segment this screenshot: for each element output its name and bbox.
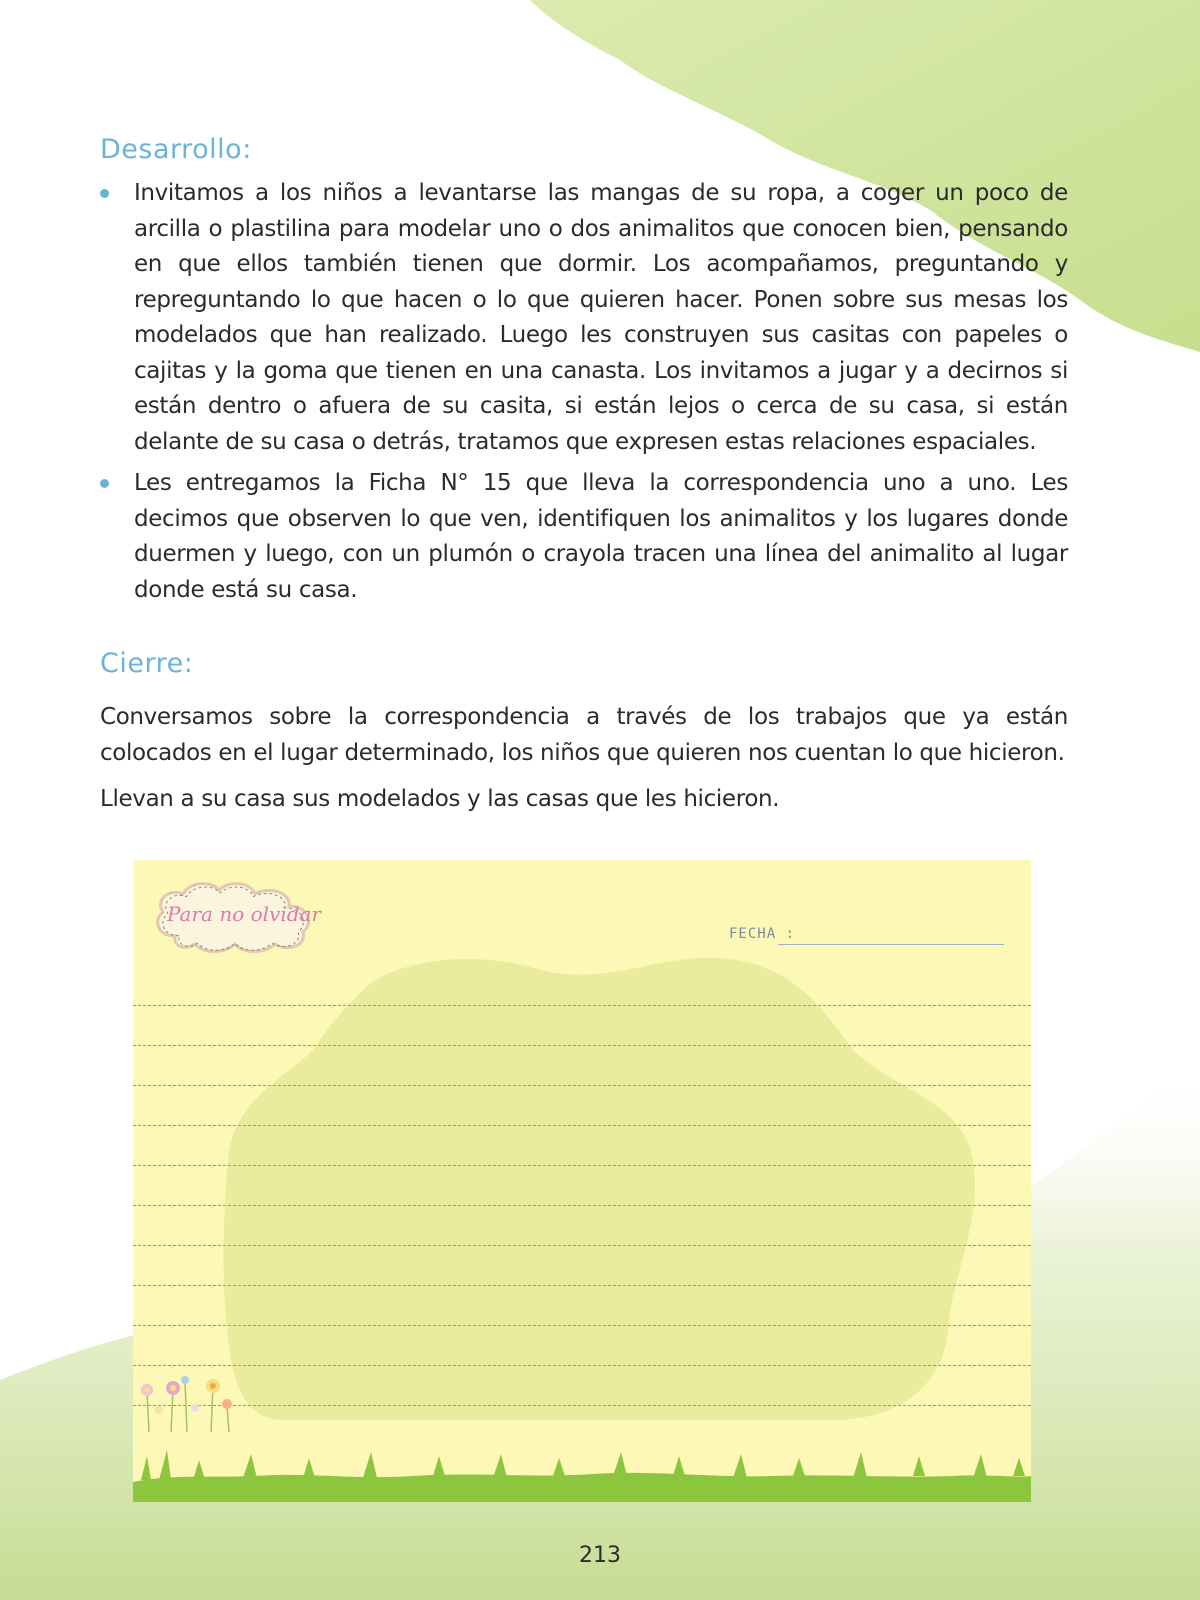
badge-label: Para no olvidar bbox=[167, 902, 322, 926]
bullet-dot-icon bbox=[100, 479, 109, 488]
note-card bbox=[133, 860, 1031, 1502]
flowers-icon bbox=[135, 1376, 245, 1436]
writing-line bbox=[133, 1165, 1031, 1166]
writing-line bbox=[133, 1045, 1031, 1046]
writing-line bbox=[133, 1085, 1031, 1086]
writing-line bbox=[133, 1205, 1031, 1206]
writing-line bbox=[133, 1005, 1031, 1006]
section-title-cierre: Cierre: bbox=[100, 648, 194, 679]
writing-line bbox=[133, 1125, 1031, 1126]
grass-icon bbox=[133, 1426, 1031, 1502]
bullet-dot-icon bbox=[100, 189, 109, 198]
date-field-line bbox=[778, 944, 1004, 945]
list-item-text: Les entregamos la Ficha N° 15 que lleva la correspondencia uno a uno. Les decimos que observen lo que ven, identifiquen los animalitos y los lugares donde duermen y luego, con un plumón o crayola tracen una línea del animalito al lugar donde está su casa. bbox=[134, 470, 1068, 603]
writing-line bbox=[133, 1405, 1031, 1406]
writing-line bbox=[133, 1285, 1031, 1286]
list-item-text: Invitamos a los niños a levantarse las mangas de su ropa, a coger un poco de arcilla o plastilina para modelar uno o dos animalitos que conocen bien, pensando en que ellos también tienen que dormir. Los acompañamos, preguntando y repreguntando lo que hacen o lo que quieren hacer. Ponen sobre sus mesas los modelados que han realizado. Luego les construyen sus casitas con papeles o cajitas y la goma que tienen en una canasta. Los invitamos a jugar y a decirnos si están dentro o afuera de su casita, si están lejos o cerca de su casa, si están delante de su casa o detrás, tratamos que expresen estas relaciones espaciales. bbox=[134, 180, 1068, 455]
list-item bbox=[100, 466, 1068, 608]
page-number: 213 bbox=[579, 1543, 621, 1568]
date-label: FECHA : bbox=[729, 926, 796, 942]
list-item bbox=[100, 176, 1068, 460]
cierre-paragraph: Conversamos sobre la correspondencia a través de los trabajos que ya están colocados en el lugar determinado, los niños que quieren nos cuentan lo que hicieron. bbox=[100, 704, 1068, 766]
cierre-paragraph: Llevan a su casa sus modelados y las casas que les hicieron. bbox=[100, 786, 780, 812]
desarrollo-list bbox=[100, 176, 1068, 614]
section-title-desarrollo: Desarrollo: bbox=[100, 134, 252, 165]
writing-line bbox=[133, 1365, 1031, 1366]
writing-line bbox=[133, 1325, 1031, 1326]
writing-line bbox=[133, 1245, 1031, 1246]
